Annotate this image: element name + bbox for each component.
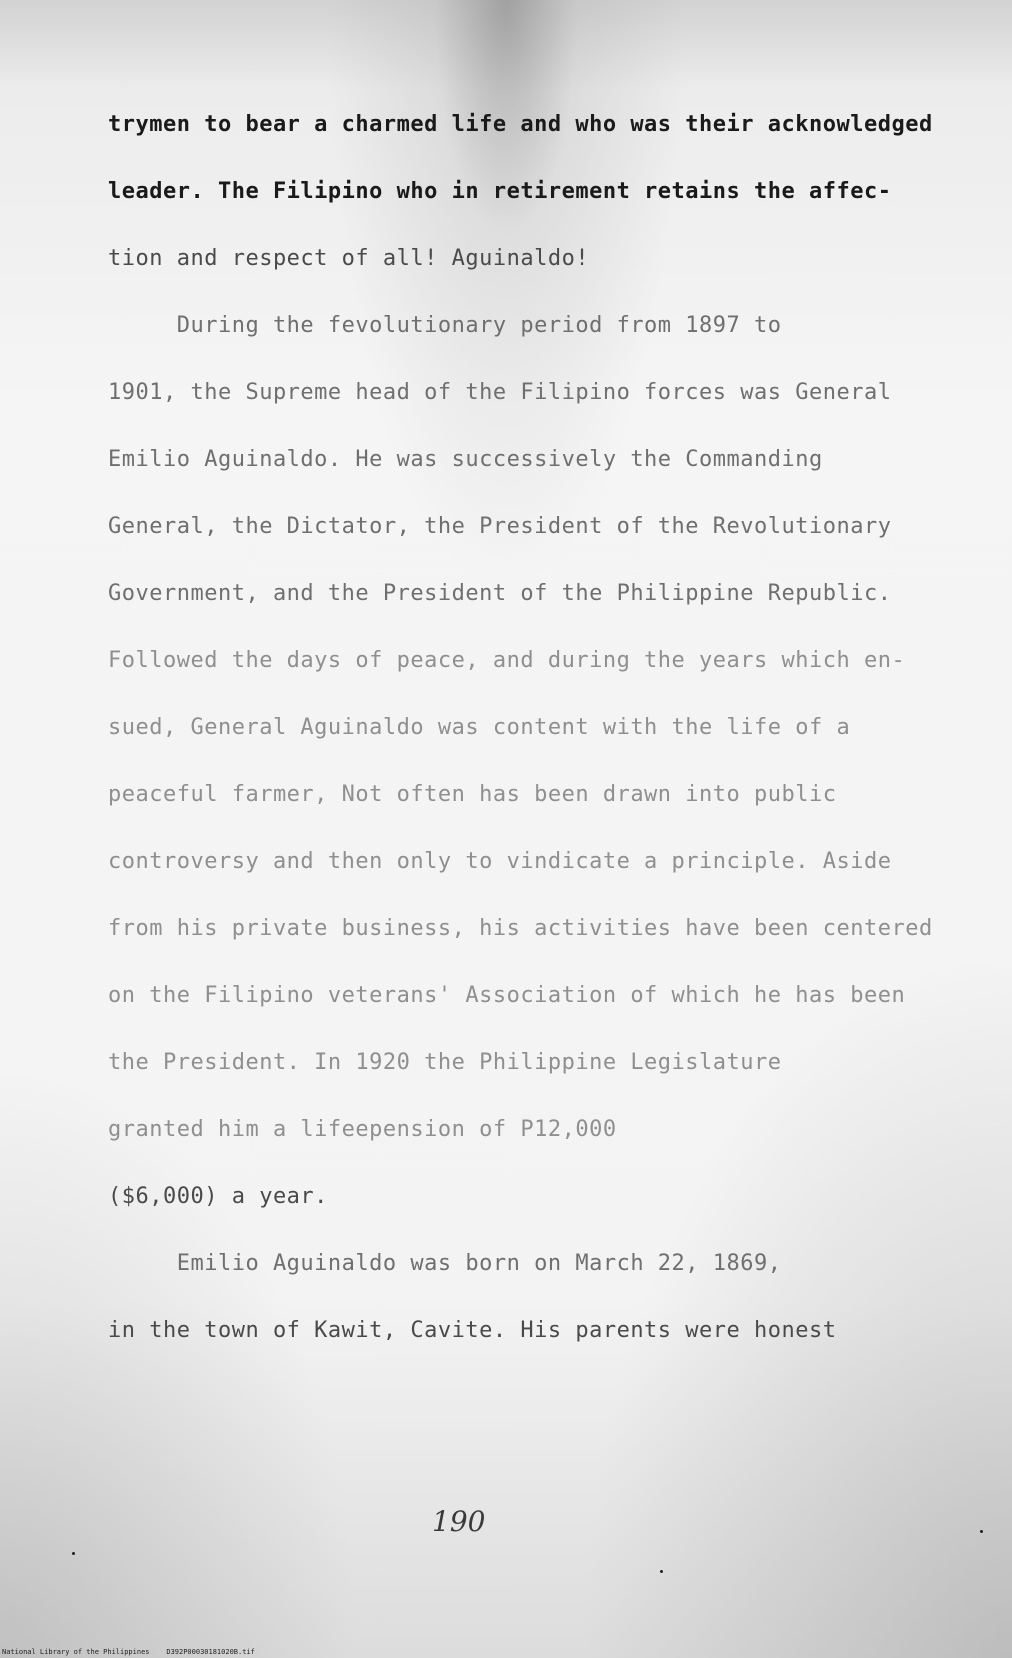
text-line-10: sued, General Aguinaldo was content with the life of a [108, 715, 851, 740]
text-line-2: leader. The Filipino who in retirement retains the affec- [108, 179, 892, 204]
text-line-15: the President. In 1920 the Philippine Legislature [108, 1050, 782, 1075]
text-line-17: ($6,000) a year. [108, 1184, 328, 1209]
text-line-16: granted him a lifeepension of P12,000 [108, 1117, 617, 1142]
text-line-5: 1901, the Supreme head of the Filipino forces was General [108, 380, 892, 405]
text-line-1: trymen to bear a charmed life and who was their acknowledged [108, 112, 933, 137]
text-line-11: peaceful farmer, Not often has been drawn into public [108, 782, 837, 807]
text-line-9: Followed the days of peace, and during the years which en- [108, 648, 906, 673]
text-line-12: controversy and then only to vindicate a principle. Aside [108, 849, 892, 874]
scan-footer: National Library of the Philippines D392P00030181020B.tif [2, 1648, 255, 1656]
dust-speck [72, 1552, 75, 1555]
text-line-19: in the town of Kawit, Cavite. His parents were honest [108, 1318, 837, 1343]
text-line-18: Emilio Aguinaldo was born on March 22, 1869, [108, 1251, 782, 1276]
page-number: 190 [432, 1505, 486, 1538]
dust-speck [980, 1530, 983, 1533]
text-line-13: from his private business, his activities have been centered [108, 916, 933, 941]
text-line-8: Government, and the President of the Philippine Republic. [108, 581, 892, 606]
text-line-3: tion and respect of all! Aguinaldo! [108, 246, 590, 271]
text-line-14: on the Filipino veterans' Association of which he has been [108, 983, 906, 1008]
text-line-7: General, the Dictator, the President of the Revolutionary [108, 514, 892, 539]
text-line-4: During the fevolutionary period from 1897 to [108, 313, 782, 338]
text-line-6: Emilio Aguinaldo. He was successively the Commanding [108, 447, 823, 472]
dust-speck [660, 1570, 663, 1573]
